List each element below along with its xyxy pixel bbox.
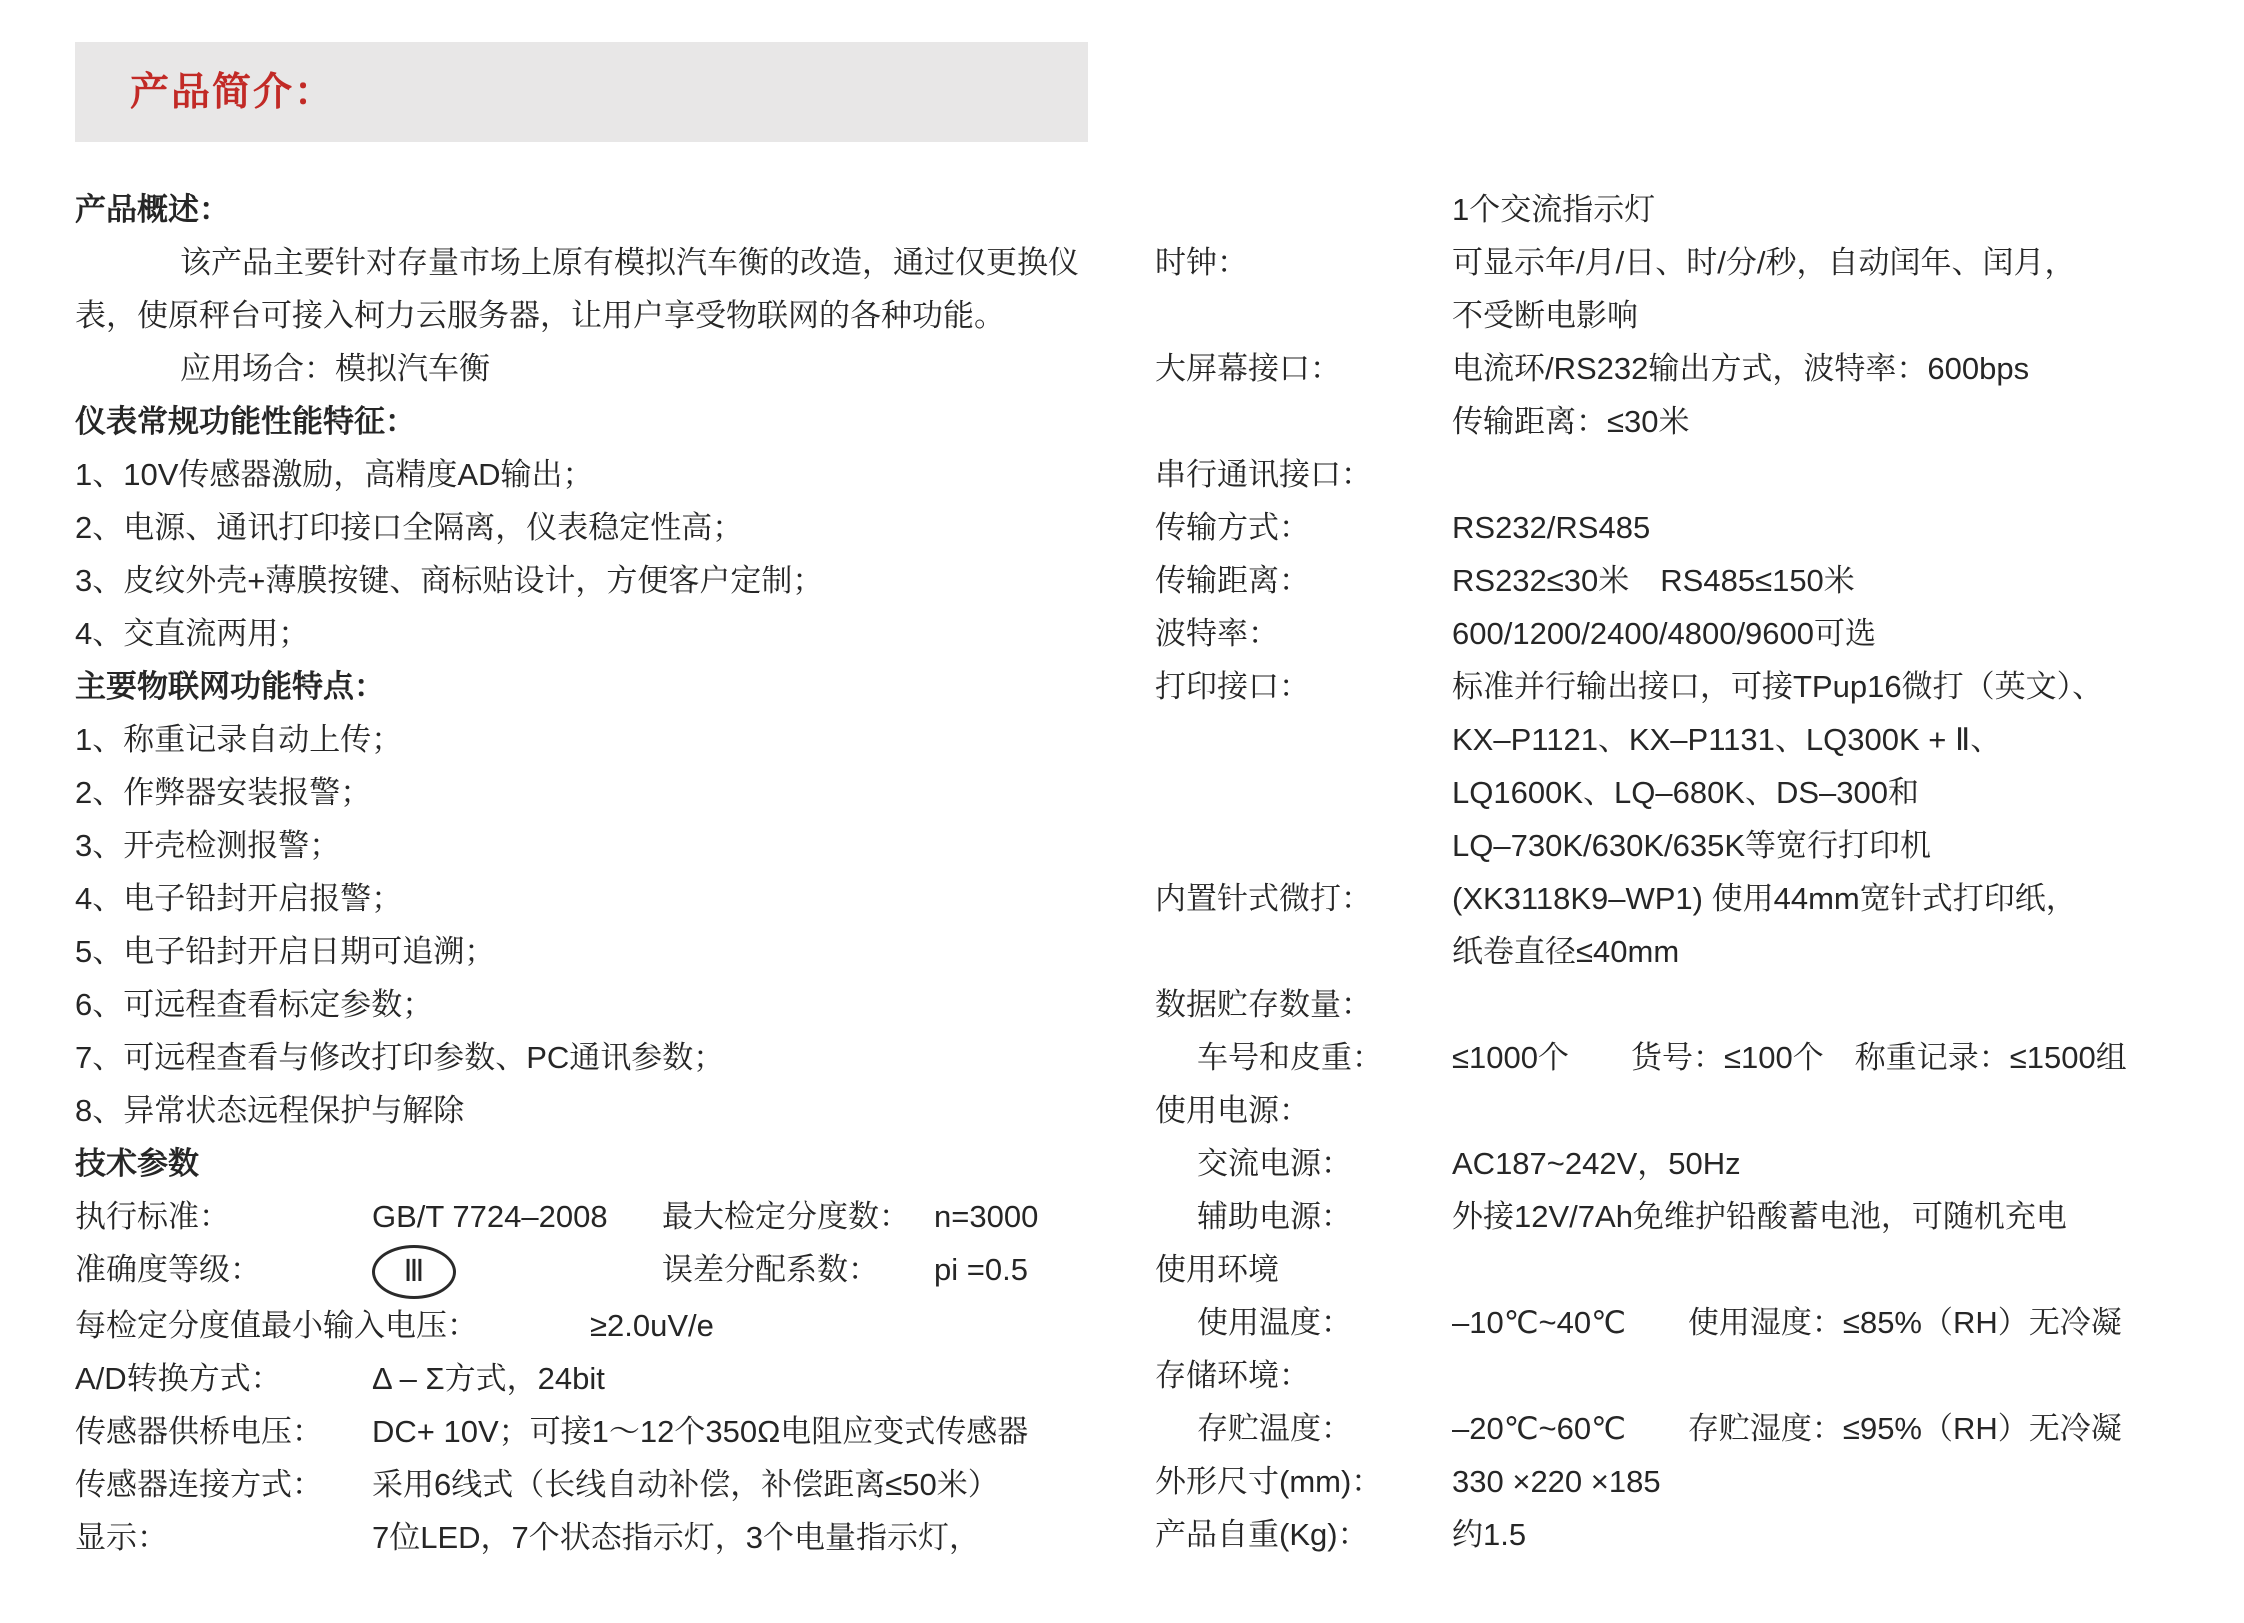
page-title: 产品简介： [130, 70, 336, 114]
spec-row [1155, 1084, 2215, 1137]
spec-row [1155, 342, 2215, 448]
spec-value [1452, 342, 2215, 448]
spec-rows [1155, 183, 2215, 1561]
spec-row [1155, 554, 2215, 607]
iot-feature-item: 4、电子铅封开启报警； [75, 881, 403, 916]
spec-label: 数据贮存数量： [1155, 987, 1372, 1022]
spec-value-line: 600/1200/2400/4800/9600可选 [1452, 616, 1877, 651]
spec-row [1155, 236, 2215, 342]
spec-value [1452, 1402, 2215, 1455]
iot-feature-item: 7、可远程查看与修改打印参数、PC通讯参数； [75, 1040, 725, 1075]
tech-value-2: pi =0.5 [934, 1252, 1028, 1287]
spec-row [1155, 978, 2215, 1031]
spec-row [1155, 1137, 2215, 1190]
spec-label: 打印接口： [1155, 669, 1310, 704]
spec-label: 存储环境： [1155, 1358, 1310, 1393]
spec-value-line: LQ–730K/630K/635K等宽行打印机 [1452, 828, 1932, 863]
overview-paragraph-line: 应用场合：模拟汽车衡 [180, 351, 490, 386]
tech-row [75, 1511, 1115, 1564]
spec-row [1155, 1296, 2215, 1349]
accuracy-class-symbol: Ⅲ [372, 1245, 456, 1299]
spec-value-line: AC187~242V，50Hz [1452, 1146, 1741, 1181]
tech-value-2: n=3000 [934, 1199, 1039, 1234]
iot-feature-item: 5、电子铅封开启日期可追溯； [75, 934, 496, 969]
spec-label: 传输方式： [1155, 510, 1310, 545]
spec-value-line: LQ1600K、LQ–680K、DS–300和 [1452, 775, 1920, 810]
tech-row [75, 1405, 1115, 1458]
spec-label: 存贮温度： [1197, 1411, 1352, 1446]
spec-row [1155, 1508, 2215, 1561]
spec-label: 辅助电源： [1197, 1199, 1352, 1234]
features-heading: 仪表常规功能性能特征： [75, 404, 416, 439]
spec-value [1452, 1137, 2215, 1190]
tech-label: 准确度等级： [75, 1252, 261, 1287]
spec-value-line: 1个交流指示灯 [1452, 192, 1656, 227]
iot-feature-item: 3、开壳检测报警； [75, 828, 341, 863]
spec-value [1452, 554, 2215, 607]
spec-label: 串行通讯接口： [1155, 457, 1372, 492]
spec-value [1452, 1190, 2215, 1243]
spec-value [1452, 660, 2215, 872]
tech-label: A/D转换方式： [75, 1361, 282, 1396]
spec-value-line: 可显示年/月/日、时/分/秒，自动闰年、闰月， [1452, 245, 2076, 280]
spec-value [1452, 1031, 2215, 1084]
spec-value-line: KX–P1121、KX–P1131、LQ300K + Ⅱ、 [1452, 722, 2002, 757]
spec-value-line: 约1.5 [1452, 1517, 1527, 1552]
spec-value-line: 纸卷直径≤40mm [1452, 934, 1680, 969]
tech-row [75, 1352, 1115, 1405]
spec-label: 使用电源： [1155, 1093, 1310, 1128]
spec-row [1155, 501, 2215, 554]
features-list [75, 448, 1115, 660]
spec-label: 内置针式微打： [1155, 881, 1372, 916]
spec-value [1452, 1455, 2215, 1508]
feature-item: 4、交直流两用； [75, 616, 310, 651]
spec-row [1155, 607, 2215, 660]
spec-label: 波特率： [1155, 616, 1279, 651]
spec-row [1155, 1455, 2215, 1508]
iot-features-list [75, 713, 1115, 1137]
tech-label: 显示： [75, 1520, 168, 1555]
spec-row [1155, 183, 2215, 236]
tech-label-2: 最大检定分度数： [662, 1199, 910, 1234]
spec-value [1452, 872, 2215, 978]
tech-value: Δ – Σ方式，24bit [372, 1361, 605, 1396]
spec-value-line: 电流环/RS232输出方式，波特率：600bps [1452, 351, 2030, 386]
tech-row [75, 1458, 1115, 1511]
spec-label: 传输距离： [1155, 563, 1310, 598]
iot-feature-item: 2、作弊器安装报警； [75, 775, 372, 810]
spec-value-line: 外接12V/7Ah免维护铅酸蓄电池，可随机充电 [1452, 1199, 2067, 1234]
spec-label: 产品自重(Kg)： [1155, 1517, 1369, 1552]
tech-value: 7位LED，7个状态指示灯，3个电量指示灯， [372, 1520, 981, 1555]
tech-label: 每检定分度值最小输入电压： [75, 1308, 478, 1343]
spec-value [1452, 1296, 2215, 1349]
spec-row [1155, 1402, 2215, 1455]
feature-item: 2、电源、通讯打印接口全隔离，仪表稳定性高； [75, 510, 744, 545]
right-column [1155, 183, 2215, 1561]
tech-value: DC+ 10V；可接1～12个350Ω电阻应变式传感器 [372, 1414, 1029, 1449]
tech-value: 采用6线式（长线自动补偿，补偿距离≤50米） [372, 1467, 999, 1502]
spec-row [1155, 1349, 2215, 1402]
spec-row [1155, 1031, 2215, 1084]
feature-item: 3、皮纹外壳+薄膜按键、商标贴设计，方便客户定制； [75, 563, 824, 598]
spec-row [1155, 1190, 2215, 1243]
tech-row [75, 1299, 1115, 1352]
overview-paragraph [75, 236, 1115, 395]
tech-label-2: 误差分配系数： [662, 1252, 879, 1287]
tech-row [75, 1243, 1115, 1299]
spec-value-line: ≤1000个 货号：≤100个 称重记录：≤1500组 [1452, 1040, 2127, 1075]
spec-row [1155, 1243, 2215, 1296]
spec-value-line: –20℃~60℃ 存贮湿度：≤95%（RH）无冷凝 [1452, 1411, 2122, 1446]
spec-value-line: (XK3118K9–WP1) 使用44mm宽针式打印纸， [1452, 881, 2077, 916]
tech-value [372, 1243, 662, 1299]
iot-heading: 主要物联网功能特点： [75, 669, 385, 704]
spec-row [1155, 872, 2215, 978]
spec-value-line: 传输距离：≤30米 [1452, 404, 1690, 439]
spec-value [1452, 183, 2215, 236]
overview-paragraph-line: 表，使原秤台可接入柯力云服务器，让用户享受物联网的各种功能。 [75, 298, 1005, 333]
header-bar [75, 42, 1088, 142]
tech-row [75, 1190, 1115, 1243]
tech-heading: 技术参数 [75, 1146, 199, 1181]
spec-label: 使用温度： [1197, 1305, 1352, 1340]
left-column [75, 183, 1115, 1564]
spec-value [1452, 1508, 2215, 1561]
spec-value [1452, 607, 2215, 660]
spec-label: 外形尺寸(mm)： [1155, 1464, 1383, 1499]
tech-value: GB/T 7724–2008 [372, 1199, 608, 1234]
spec-label: 车号和皮重： [1197, 1040, 1383, 1075]
overview-heading: 产品概述： [75, 192, 230, 227]
spec-value-line: 不受断电影响 [1452, 298, 1638, 333]
feature-item: 1、10V传感器激励，高精度AD输出； [75, 457, 594, 492]
iot-feature-item: 1、称重记录自动上传； [75, 722, 403, 757]
spec-value-line: 标准并行输出接口，可接TPup16微打（英文）、 [1452, 669, 2104, 704]
spec-value [1452, 501, 2215, 554]
iot-feature-item: 6、可远程查看标定参数； [75, 987, 434, 1022]
spec-label: 使用环境 [1155, 1252, 1279, 1287]
spec-label: 大屏幕接口： [1155, 351, 1341, 386]
spec-value-line: RS232/RS485 [1452, 510, 1651, 545]
spec-row [1155, 660, 2215, 872]
tech-value: ≥2.0uV/e [590, 1308, 714, 1343]
spec-value-line: RS232≤30米 RS485≤150米 [1452, 563, 1855, 598]
tech-label: 传感器连接方式： [75, 1467, 323, 1502]
spec-label: 交流电源： [1197, 1146, 1352, 1181]
spec-value-line: –10℃~40℃ 使用湿度：≤85%（RH）无冷凝 [1452, 1305, 2122, 1340]
iot-feature-item: 8、异常状态远程保护与解除 [75, 1093, 465, 1128]
spec-label: 时钟： [1155, 245, 1248, 280]
spec-value [1452, 236, 2215, 342]
tech-parameters [75, 1190, 1115, 1564]
tech-label: 执行标准： [75, 1199, 230, 1234]
overview-paragraph-line: 该产品主要针对存量市场上原有模拟汽车衡的改造，通过仅更换仪 [180, 245, 1079, 280]
spec-value-line: 330 ×220 ×185 [1452, 1464, 1661, 1499]
spec-row [1155, 448, 2215, 501]
tech-label: 传感器供桥电压： [75, 1414, 323, 1449]
